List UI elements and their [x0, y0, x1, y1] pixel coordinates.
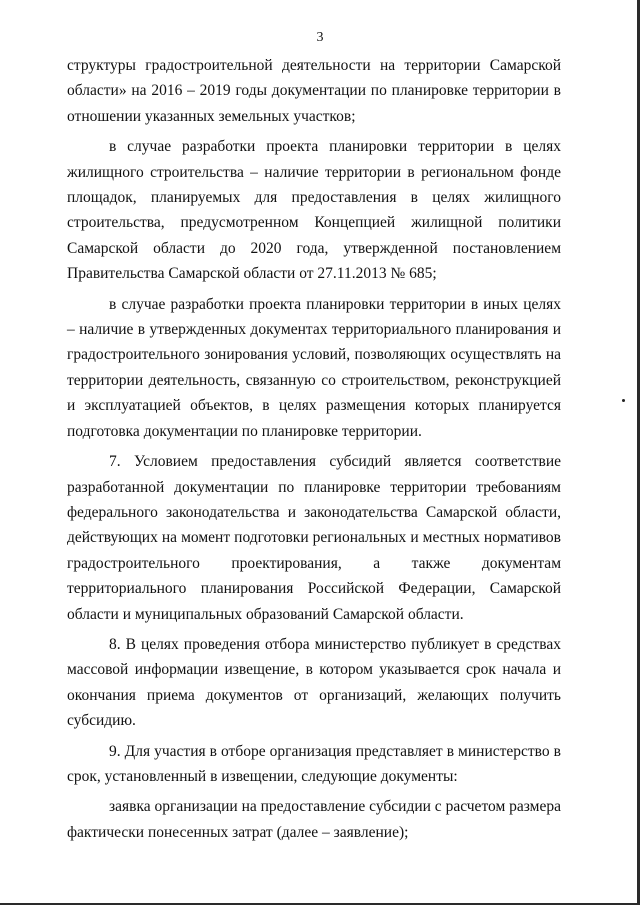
paragraph-other-purposes-case: в случае разработки проекта планировки территории в иных целях – наличие в утвержденных документах территориального планирования и градостроительного зонирования условий, позволяющих осуществлять на территории деятельность, связанную со строительством, реконструкцией и эксплуатацией объектов, в целях размещения которых планируется подготовка документации по планировке территории. [67, 295, 561, 440]
paragraph-application: заявка организации на предоставление субсидии с расчетом размера фактически понесенных затрат (далее – заявление); [67, 798, 561, 841]
page-number: 3 [316, 30, 324, 45]
paragraph-item-8: 8. В целях проведения отбора министерство публикует в средствах массовой информации извещение, в котором указывается срок начала и окончания приема документов от организаций, желающих получить субсидию. [67, 635, 561, 730]
scan-speck [622, 399, 625, 402]
paragraph-continuation: структуры градостроительной деятельности на территории Самарской области» на 2016 – 2019 годы документации по планировке территории в отношении указанных земельных участков; [67, 57, 561, 125]
paragraph-item-9: 9. Для участия в отборе организация представляет в министерство в срок, установленный в извещении, следующие документы: [67, 742, 561, 785]
paragraph-item-7: 7. Условием предоставления субсидий является соответствие разработанной документации по планировке территории требованиям федерального законодательства и законодательства Самарской области, действующих на момент подготовки региональных и местных нормативов градостроительного проектирования, а также документам территориального планирования Российской Федерации, Самарской области и муниципальных образований Самарской области. [67, 453, 561, 623]
document-body [67, 53, 561, 850]
paragraph-housing-case: в случае разработки проекта планировки территории в целях жилищного строительства – наличие территории в региональном фонде площадок, планируемых для предоставления в целях жилищного строительства, предусмотренном Концепцией жилищной политики Самарской области до 2020 года, утвержденной постановлением Правительства Самарской области от 27.11.2013 № 685; [67, 138, 561, 283]
